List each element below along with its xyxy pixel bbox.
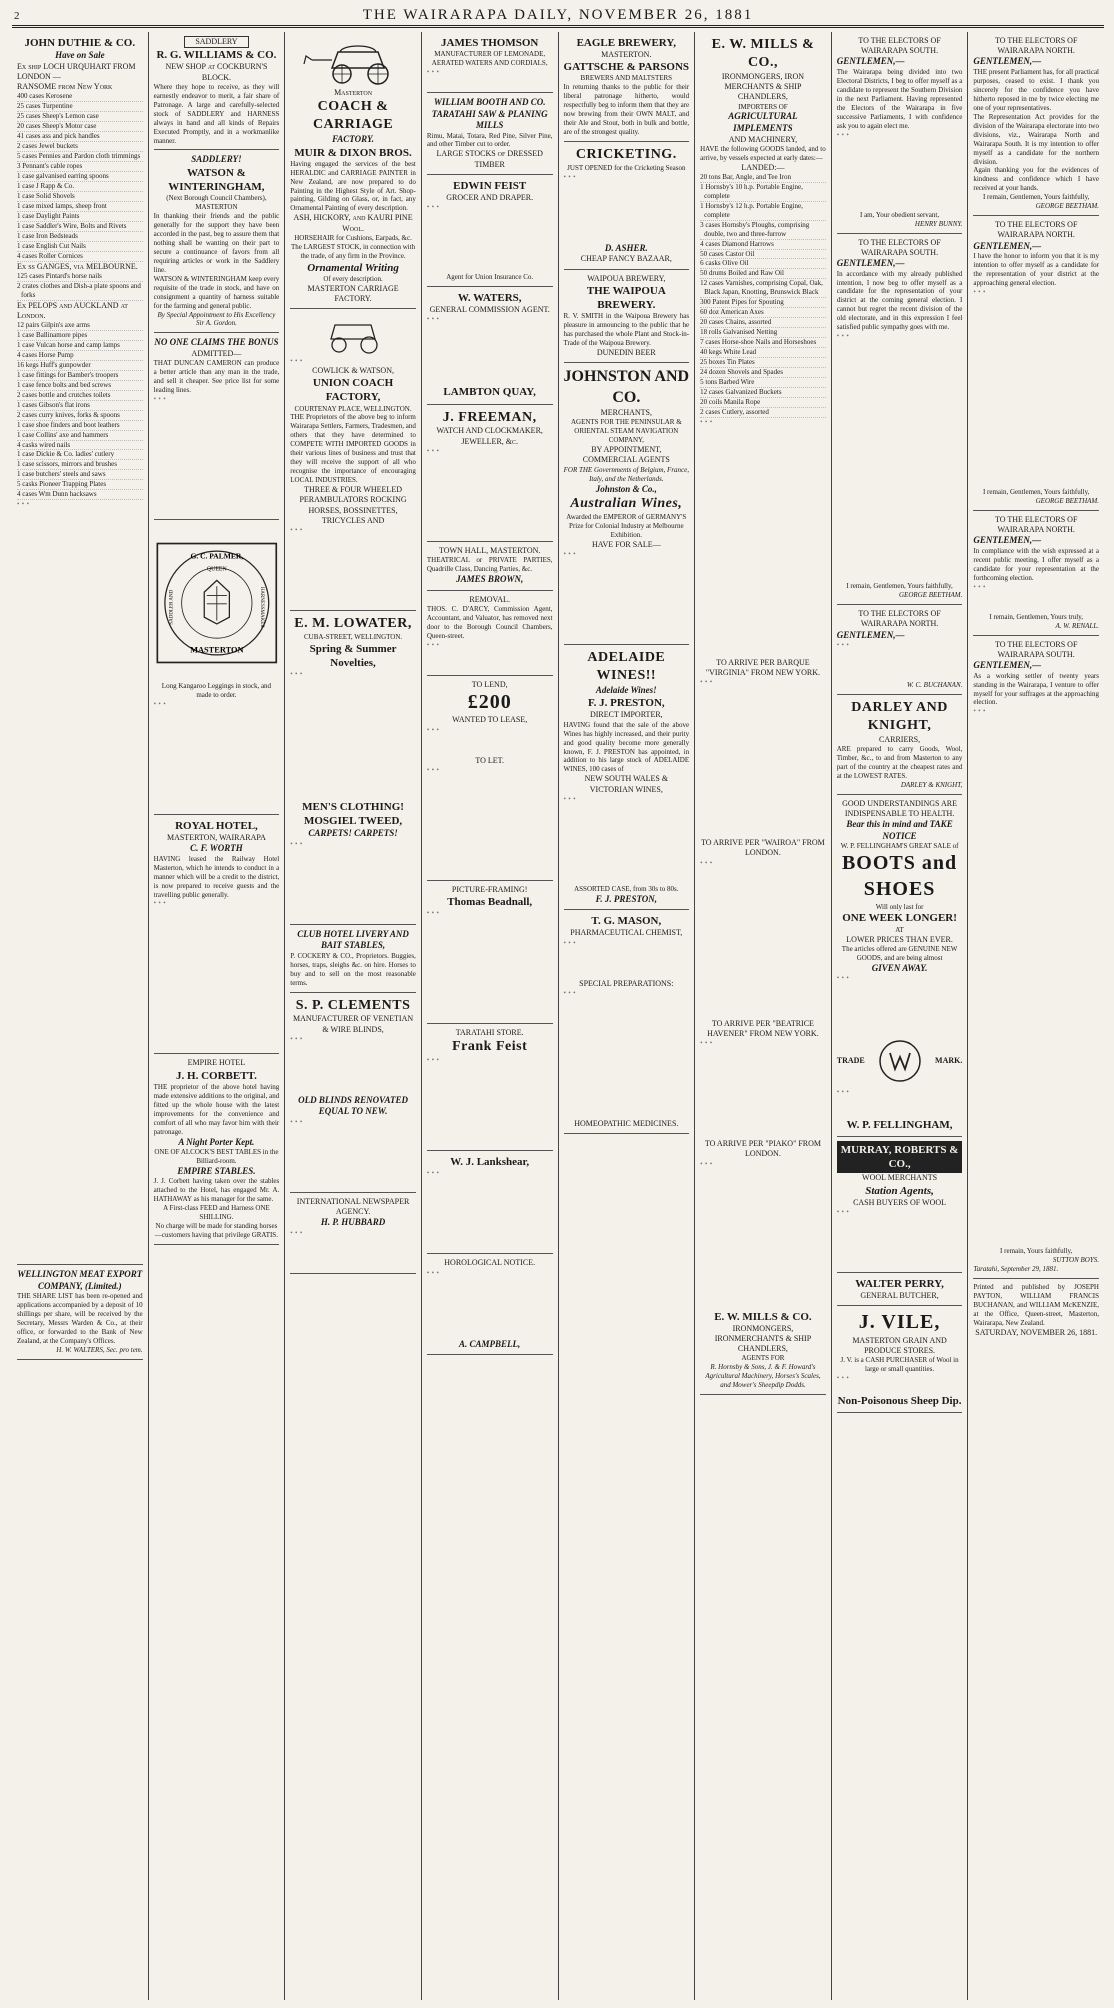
- asher: D. ASHER.: [604, 242, 648, 253]
- removal-title: REMOVAL.: [469, 594, 510, 604]
- clements-sub: MANUFACTURER OF VENETIAN & WIRE BLINDS,: [292, 1014, 414, 1034]
- vile-body: J. V. is a CASH PURCHASER of Wool in large or small quantities.: [840, 1356, 959, 1374]
- appointment: BY APPOINTMENT,: [591, 445, 662, 455]
- renall-heading: TO THE ELECTORS OF WAIRARAPA NORTH.: [994, 514, 1078, 535]
- darley-sign: DARLEY & KNIGHT,: [900, 780, 963, 789]
- perry-ad: [837, 1273, 963, 1306]
- intl-agency: INTERNATIONAL NEWSPAPER AGENCY.: [296, 1196, 410, 1217]
- cricketing: CRICKETING.: [575, 147, 677, 163]
- duthie-ex4: Ex PELOPS and AUCKLAND at London.: [17, 300, 128, 320]
- muir-dixon-coach-body: • • •: [290, 357, 303, 366]
- buchanan-heading: TO THE ELECTORS OF WAIRARAPA NORTH.: [858, 609, 941, 629]
- mason-title: T. G. MASON,: [591, 915, 662, 928]
- ornamental2: Of every description.: [323, 274, 383, 283]
- beetham-north-body4: I have the honor to inform you that it is my intention to offer myself as a candidate for the representation of your district at the approaching general election.: [973, 252, 1099, 288]
- campbell: A. CAMPBELL,: [459, 1338, 521, 1349]
- taratahi-store-ad: TARATAHI STORE. Frank Feist • • •: [427, 1024, 553, 1151]
- waters-title: W. WATERS,: [457, 292, 522, 305]
- williams-ad: [154, 32, 280, 150]
- coach-factory-ad: [290, 32, 416, 309]
- wool-merchants: WOOL MERCHANTS: [862, 1173, 938, 1183]
- waipoua-body: R. V. SMITH in the Waipoua Brewery has pleasure in announcing to the public that he has purchased the whole Plant and Stock-in-Trade of the Waipoua Brewery.: [563, 312, 690, 347]
- union-sub: COURTENAY PLACE, WELLINGTON.: [294, 404, 412, 413]
- james-brown: JAMES BROWN,: [456, 574, 524, 585]
- night-porter: A Night Porter Kept.: [178, 1136, 255, 1147]
- corbett-body: THE proprietor of the above hotel having made extensive additions to the original, and fitted up the whole house with the latest improvements for the convenience and comfort of all who may favor him with their patronage.: [153, 1082, 280, 1136]
- to-let: TO LET.: [475, 755, 504, 765]
- beetham-north-address: [973, 32, 1099, 216]
- johnston-agents: AGENTS FOR THE PENINSULAR & ORIENTAL STEAM NAVIGATION COMPANY,: [570, 418, 682, 445]
- lowater-ad: E. M. LOWATER, CUBA-STREET, WELLINGTON. Spring & Summer Novelties, • • • MEN'S CLOTHING! MOSGIEL TWEED, CARPETS! CARPETS! • • •: [290, 611, 416, 925]
- boys-heading: TO THE ELECTORS OF WAIRARAPA SOUTH.: [994, 639, 1078, 659]
- imprint: [973, 1279, 1099, 1342]
- mark-label: MARK.: [935, 1056, 963, 1066]
- corbett-title: J. H. CORBETT.: [176, 1069, 257, 1082]
- column-1: [12, 32, 149, 2000]
- seal-name: G. C. PALMER,: [190, 551, 243, 561]
- buchanan-sign: W. C. BUCHANAN.: [906, 681, 963, 690]
- mills-title: E. W. MILLS & CO.,: [711, 37, 815, 70]
- removal-body: THOS. C. D'ARCY, Commission Agent, Accountant, and Valuator, has removed next door to the Borough Council Chambers, Queen-street.: [426, 604, 553, 640]
- admitted: ADMITTED—: [191, 348, 242, 358]
- boys-body: As a working settler of twenty years standing in the Wairarapa, I venture to offer myself for your suffrages at the approaching election.: [973, 671, 1099, 707]
- empire-hotel-ad: [154, 1054, 280, 1245]
- mills-landed2: LANDED:—: [741, 162, 785, 172]
- mens-clothing: MEN'S CLOTHING!: [302, 801, 404, 814]
- mills-landed: HAVE the following GOODS landed, and to arrive, by vessels expected at early dates:—: [700, 144, 826, 162]
- waipoua-title2: THE WAIPOUA BREWERY.: [586, 284, 666, 311]
- wines-body: Awarded the EMPEROR of GERMANY'S Prize for Colonial Industry at Melbourne Exhibition.: [566, 512, 687, 539]
- mills-sub2: MERCHANTS & SHIP CHANDLERS,: [724, 82, 802, 102]
- edwin-feist-ad: EDWIN FEIST GROCER AND DRAPER. • • • Agent for Union Insurance Co.: [427, 175, 553, 287]
- watson-appt: By Special Appointment to His Excellency Sir A. Gordon.: [157, 310, 276, 328]
- masterton-carriage: MASTERTON CARRIAGE FACTORY.: [307, 283, 399, 303]
- preston-sign: F. J. PRESTON,: [595, 893, 658, 904]
- freeman-title: J. FREEMAN,: [442, 409, 537, 425]
- governments: FOR THE Governments of Belgium, France, Italy, and the Netherlands.: [563, 465, 690, 483]
- fellingham-sign: W. P. FELLINGHAM,: [846, 1119, 953, 1132]
- union-agent: Agent for Union Insurance Co.: [446, 273, 534, 282]
- gattsche: GATTSCHE & PARSONS: [563, 61, 690, 74]
- perambulators: THREE & FOUR WHEELED PERAMBULATORS ROCKING HORSES, BOSSINETTES, TRICYCLES AND: [299, 485, 407, 525]
- articles: The articles offered are GENUINE NEW GOODS, and are being almost: [841, 944, 958, 962]
- mills-imp3: AND MACHINERY,: [728, 134, 798, 144]
- adelaide-wines-ad: ADELAIDE WINES!! Adelaide Wines! F. J. PRESTON, DIRECT IMPORTER, HAVING found that the sale of the above Wines has highly increased, and their purity and good quality become more generally known, F. J. PRESTON has appointed, in addition to his large stock of ADELAIDE WINES, 100 cases of NEW SOUTH WALES & VICTORIAN WINES, • • • ASSORTED CASE, from 30s to 80s. F. J. PRESTON,: [564, 645, 690, 910]
- vile-ad: J. VILE, MASTERTON GRAIN AND PRODUCE STORES. J. V. is a CASH PURCHASER of Wool in large or small quantities. • • • Non-Poisonous Sheep Dip.: [837, 1306, 963, 1413]
- empire-stables: EMPIRE STABLES.: [177, 1165, 256, 1176]
- duthie-ex: Ex ship LOCH URQUHART FROM LONDON —: [17, 61, 136, 81]
- edwin-title: EDWIN FEIST: [453, 179, 527, 192]
- one-week: ONE WEEK LONGER!: [842, 912, 957, 925]
- beetham-north-close-2: I remain, Gentlemen, Yours faithfully,: [982, 488, 1090, 497]
- thomson-sub: MANUFACTURER OF LEMONADE, AERATED WATERS AND CORDIALS,: [431, 50, 548, 68]
- club-body: P. COCKERY & CO., Proprietors. Buggies, horses, traps, sleighs &c. on hire. Horses to buy and to sell on the most reasonable terms.: [290, 951, 416, 987]
- beetham-north-body2: The Representation Act provides for the division of the Wairarapa electorate into two divisions, viz., Wairarapa North and Wairarapa South. It is my intention to offer myself as a candidate for the northern division.: [973, 112, 1099, 166]
- waipoua-title: WAIPOUA BREWERY,: [587, 273, 666, 283]
- boys-gent: GENTLEMEN,—: [973, 660, 1042, 671]
- column-6: [695, 32, 832, 2000]
- thomson-title: JAMES THOMSON: [441, 37, 539, 49]
- booth-sawmill-ad: [427, 93, 553, 175]
- seal-left: SADDLER AND: [169, 589, 175, 625]
- theatrical: THEATRICAL or PRIVATE PARTIES, Quadrille Class, Dancing Parties, &c.: [426, 556, 553, 574]
- booth-title: WILLIAM BOOTH AND CO. TARATAHI SAW & PLANING MILLS: [431, 96, 548, 131]
- club-hotel-ad: [290, 925, 416, 993]
- renall-sign: A. W. RENALL.: [1055, 621, 1099, 630]
- admitted-body: THAT DUNCAN CAMERON can produce a better article than any man in the trade, and sell it cheaper. See price list for some leading lines.: [153, 359, 280, 395]
- mills-agents: AGENTS FOR: [741, 1354, 785, 1363]
- beetham-south-sign: GEORGE BEETHAM.: [898, 591, 963, 600]
- gattsche-body: In returning thanks to the public for their liberal patronage hitherto, would respectfully beg to inform them that they are now brewing from their OWN MALT, and their Ale and Stout, both in bulk and bottle, are of the strongest quality.: [563, 83, 690, 137]
- freeman-sub: WATCH AND CLOCKMAKER, JEWELLER, &c.: [436, 426, 543, 446]
- fellingham-sale: W. P. FELLINGHAM'S GREAT SALE of: [840, 842, 959, 851]
- buchanan-gent: GENTLEMEN,—: [836, 629, 905, 640]
- palmer-ad: G. C. PALMER, QUEEN SADDLER AND HARNESSMAKER MASTERTON Long Kangaroo Leggings in stock, and made to order. • • •: [154, 520, 280, 815]
- boys-date: Taratahi, September 29, 1881.: [973, 1265, 1059, 1274]
- beetham-north-close: I remain, Gentlemen, Yours faithfully,: [982, 193, 1090, 202]
- hubbard: H. P. HUBBARD: [320, 1217, 386, 1228]
- seal-right: HARNESSMAKER: [258, 586, 264, 628]
- columns: [12, 32, 1104, 2000]
- royal-hotel-sub: MASTERTON, WAIRARAPA: [166, 832, 266, 842]
- duthie-small-print: • • •: [17, 500, 30, 509]
- masthead-title: THE WAIRARAPA DAILY, NOVEMBER 26, 1881: [362, 7, 754, 23]
- spring-summer: Spring & Summer Novelties,: [309, 642, 397, 669]
- trade-label: TRADE: [836, 1056, 865, 1066]
- lankshear-title: W. J. Lankshear,: [450, 1156, 530, 1169]
- watson-ad: [154, 150, 280, 333]
- lankshear-ad: W. J. Lankshear, • • •: [427, 1151, 553, 1254]
- watson-body: In thanking their friends and the public generally for the support they have been accorded in the past, beg to assure them that nothing shall be wanting on their part to secure a continuance of favors from all requiring articles or work in the Saddlery line.: [153, 212, 280, 274]
- mills-sign: E. W. MILLS & CO.: [714, 1310, 812, 1323]
- cameron-ad: NO ONE CLAIMS THE BONUS ADMITTED— THAT DUNCAN CAMERON can produce a better article than any man in the trade, and sell it cheaper. See price list for some leading lines. • • •: [154, 333, 280, 520]
- at: AT: [895, 925, 904, 934]
- dunedin-beer: DUNEDIN BEER: [596, 347, 656, 357]
- cricketing-body: JUST OPENED for the Cricketing Season: [567, 163, 686, 172]
- beetham-south-address: TO THE ELECTORS OF WAIRARAPA SOUTH. GENTLEMEN,— In accordance with my already published intention, I now beg to offer myself as a candidate for the representation of your district at the coming general election. I cannot but regret the recent division of the old electorate, and in this expression I feel satisfied public sympathy goes with me. • • • I remain, Gentlemen, Yours faithfully, GEORGE BEETHAM.: [837, 234, 963, 606]
- billiard: ONE OF ALCOCK'S BEST TABLES in the Billiard-room.: [154, 1148, 279, 1165]
- lowater-title: E. M. LOWATER,: [294, 616, 412, 632]
- column-5: [559, 32, 696, 2000]
- coach-title2: FACTORY.: [332, 134, 375, 145]
- eagle-brewery-ad: [564, 32, 690, 142]
- newspaper-agency-ad: INTERNATIONAL NEWSPAPER AGENCY. H. P. HUBBARD • • •: [290, 1193, 416, 1274]
- town-hall-title: TOWN HALL, MASTERTON.: [438, 545, 541, 555]
- seal-town: MASTERTON: [189, 645, 244, 655]
- gattsche-sub: BREWERS AND MALTSTERS: [580, 74, 673, 83]
- commercial-agents: COMMERCIAL AGENTS: [582, 455, 670, 465]
- mills-ad: E. W. MILLS & CO., IRONMONGERS, IRON MERCHANTS & SHIP CHANDLERS, IMPORTERS OF AGRICULTURAL IMPLEMENTS AND MACHINERY, HAVE the following GOODS landed, and to arrive, by vessels expected at early dates:— LANDED:— 20 tons Bar, Angle, and Tee Iron 1 Hornsby's 10 h.p. Portable Engine, complete 1 Hornsby's 12 h.p. Portable Engine, complete 3 cases Hornsby's Ploughs, comprising double, two and three-furrow 4 cases Diamond Harrows 50 cases Castor Oil 6 casks Olive Oil 50 drums Boiled and Raw Oil 12 cases Varnishes, comprising Copal, Oak, Black Japan, Knotting, Brunswick Black 300 Patent Pipes for Spouting 60 doz American Axes 20 cases Chains, assorted 18 rolls Galvanised Netting 7 cases Horse-shoe Nails and Horseshoes 40 kegs White Lead 25 boxes Tin Plates 24 dozen Shovels and Spades 5 tons Barbed Wire 12 cases Galvanized Buckets 20 coils Manila Rope 2 cases Cutlery, assorted • • • TO ARRIVE PER BARQUE "VIRGINIA" FROM NEW YORK. • • • TO ARRIVE PER "WAIROA" FROM LONDON. • • • TO ARRIVE PER "BEATRICE HAVENER" FROM NEW YORK. • • • TO ARRIVE PER "PIAKO" FROM LONDON. • • • E. W. MILLS & CO. IRONMONGERS, IRONMERCHANTS & SHIP CHANDLERS, AGENTS FOR R. Hornsby & Sons, J. & F. Howard's Agricultural Machinery, Horses's Scales, and Mower's Sheepdip Dodds.: [700, 32, 826, 1395]
- darley-title: DARLEY AND KNIGHT,: [851, 700, 948, 733]
- picture-framing: PICTURE-FRAMING!: [451, 884, 528, 894]
- meat-export-ad: [17, 1265, 143, 1360]
- royal-hotel-title: ROYAL HOTEL,: [175, 819, 258, 832]
- watson-sub: (Next Borough Council Chambers), MASTERTON: [166, 194, 267, 212]
- assorted-case: ASSORTED CASE, from 30s to 80s.: [574, 884, 679, 893]
- preston-sub: DIRECT IMPORTER,: [589, 710, 663, 720]
- frank-feist: Frank Feist: [452, 1039, 528, 1055]
- claims-title: NO ONE CLAIMS THE BONUS: [154, 337, 279, 348]
- carriage-engraving-icon: [313, 315, 393, 355]
- renall-body: In compliance with the wish expressed at a recent public meeting, I offer myself as a candidate for your representation at the forthcoming election.: [973, 546, 1099, 582]
- mason-sub: PHARMACEUTICAL CHEMIST,: [570, 928, 683, 938]
- preston-body: HAVING found that the sale of the above Wines has highly increased, and their purity and good quality become more generally known, F. J. PRESTON has appointed, in addition to his large stock of ADELAIDE WINES, 100 cases of: [563, 720, 690, 774]
- johnston-ad: JOHNSTON AND CO. MERCHANTS, AGENTS FOR THE PENINSULAR & ORIENTAL STEAM NAVIGATION COMPANY, BY APPOINTMENT, COMMERCIAL AGENTS FOR THE Governments of Belgium, France, Italy, and the Netherlands. Johnston & Co., Australian Wines, Awarded the EMPEROR of GERMANY'S Prize for Colonial Industry at Melbourne Exhibition. HAVE FOR SALE— • • •: [564, 363, 690, 645]
- adelaide-sub: Adelaide Wines!: [595, 684, 657, 695]
- empire-stables-body: J. J. Corbett having taken over the stables attached to the Hotel, has engaged Mr. A. HATHAWAY as his manager for the same.: [153, 1177, 280, 1204]
- meat-export-title: WELLINGTON MEAT EXPORT COMPANY, (Limited.): [17, 1269, 143, 1291]
- eagle-town: MASTERTON.: [601, 50, 652, 60]
- williams-body: Where they hope to receive, as they will earnestly endeavor to merit, a fair share of Patronage. A large and carefully-selected stock of SADDLERY and HARNESS always in hand and all kinds of Repairs Executed Promptly, and in a workmanlike manner.: [153, 82, 280, 145]
- beetham-south-close: I remain, Gentlemen, Yours faithfully,: [846, 582, 953, 591]
- murray-roberts-ad: MURRAY, ROBERTS & CO., WOOL MERCHANTS Station Agents, CASH BUYERS OF WOOL • • •: [837, 1137, 963, 1273]
- adelaide-title: ADELAIDE WINES!!: [587, 650, 666, 683]
- cash-buyers: CASH BUYERS OF WOOL: [853, 1197, 947, 1207]
- column-4: [422, 32, 559, 2000]
- arrive-virginia: TO ARRIVE PER BARQUE "VIRGINIA" FROM NEW YORK.: [705, 657, 820, 677]
- royal-hotel-owner: C. F. WORTH: [190, 843, 243, 854]
- cheap-bazaar: CHEAP FANCY BAZAAR,: [580, 254, 672, 264]
- have-for-sale: HAVE FOR SALE—: [591, 539, 661, 549]
- duthie-sub: Have on Sale: [55, 50, 105, 61]
- horological: HOROLOGICAL NOTICE.: [444, 1258, 536, 1268]
- booth-body: Rimu, Matai, Totara, Red Pine, Silver Pine, and other Timber cut to order.: [426, 131, 553, 149]
- gratis: No charge will be made for standing horses—customers having that privilege GRATIS.: [154, 1222, 278, 1240]
- club-title: CLUB HOTEL LIVERY AND BAIT STABLES,: [297, 928, 409, 951]
- empire-title: EMPIRE HOTEL: [187, 1058, 246, 1068]
- beetham-north-body3: Again thanking you for the evidences of kindness and confidence which I have received at your hands.: [973, 166, 1099, 193]
- cowlick: COWLICK & WATSON,: [312, 366, 394, 376]
- coach-title: COACH & CARRIAGE: [312, 99, 394, 133]
- beadnall-ad: PICTURE-FRAMING! Thomas Beadnall, • • •: [427, 881, 553, 1024]
- removal-ad: REMOVAL. THOS. C. D'ARCY, Commission Agent, Accountant, and Valuator, has removed next door to the Borough Council Chambers, Queen-street. • • •: [427, 591, 553, 676]
- beetham-north-sign-2: GEORGE BEETHAM.: [1035, 496, 1099, 505]
- johnston-sub: MERCHANTS,: [600, 408, 652, 418]
- waters-sub: GENERAL COMMISSION AGENT.: [429, 305, 550, 315]
- good-understandings: GOOD UNDERSTANDINGS ARE INDISPENSABLE TO HEALTH.: [842, 798, 958, 819]
- nsw-wines: NEW SOUTH WALES & VICTORIAN WINES,: [584, 774, 669, 794]
- horological-ad: HOROLOGICAL NOTICE. • • • A. CAMPBELL,: [427, 1254, 553, 1355]
- darley-body: ARE prepared to carry Goods, Wool, Timber, &c., to and from Masterton to any part of the country at the cheapest rates and at the LOWEST RATES.: [836, 745, 963, 780]
- dressed-timber: LARGE STOCKS of DRESSED TIMBER: [436, 149, 543, 169]
- special-preparations: SPECIAL PREPARATIONS:: [579, 978, 674, 988]
- imprint-date: SATURDAY, NOVEMBER 26, 1881.: [975, 1328, 1098, 1338]
- wanted-lease: WANTED TO LEASE,: [452, 715, 528, 725]
- watson-body2: WATSON & WINTERINGHAM keep every requisite of the trade in stock, and have on consignment a quantity of harness suitable for the farming and general public.: [153, 274, 280, 310]
- coach-timber: ASH, HICKORY, and KAURI PINE Wool.: [293, 213, 413, 233]
- union-title: UNION COACH FACTORY,: [312, 377, 394, 404]
- duthie-ex2: RANSOME from New York: [17, 82, 113, 92]
- boys-sign: SUTTON BOYS.: [1052, 1256, 1099, 1265]
- muir-dixon: MUIR & DIXON BROS.: [294, 146, 412, 159]
- boys-close: I remain, Yours faithfully,: [1000, 1247, 1073, 1256]
- mosgiel: MOSGIEL TWEED,: [303, 815, 403, 828]
- clements-ad: S. P. CLEMENTS MANUFACTURER OF VENETIAN & WIRE BLINDS, • • • OLD BLINDS RENOVATED EQUAL TO NEW. • • •: [290, 993, 416, 1193]
- mills-list: 20 tons Bar, Angle, and Tee Iron 1 Hornsby's 10 h.p. Portable Engine, complete 1 Hornsby's 12 h.p. Portable Engine, complete 3 cases Hornsby's Ploughs, comprising double, two and three-furrow 4 cases Diamond Harrows 50 cases Castor Oil 6 casks Olive Oil 50 drums Boiled and Raw Oil 12 cases Varnishes, comprising Copal, Oak, Black Japan, Knotting, Brunswick Black 300 Patent Pipes for Spouting 60 doz American Axes 20 cases Chains, assorted 18 rolls Galvanised Netting 7 cases Horse-shoe Nails and Horseshoes 40 kegs White Lead 25 boxes Tin Plates 24 dozen Shovels and Spades 5 tons Barbed Wire 12 cases Galvanized Buckets 20 coils Manila Rope 2 cases Cutlery, assorted: [700, 173, 826, 418]
- murray-title: MURRAY, ROBERTS & CO.,: [837, 1141, 963, 1173]
- two-hundred-pounds: £200: [467, 690, 512, 713]
- station-agents: Station Agents,: [865, 1184, 934, 1197]
- taratahi-store: TARATAHI STORE.: [455, 1028, 524, 1038]
- carriers: CARRIERS,: [879, 734, 921, 744]
- coach-stock: The LARGEST STOCK, in connection with the trade, of any firm in the Province.: [290, 242, 416, 260]
- column-2: [149, 32, 286, 2000]
- palmer-body: Long Kangaroo Leggings in stock, and made to order.: [161, 681, 272, 699]
- old-blinds: OLD BLINDS RENOVATED EQUAL TO NEW.: [298, 1094, 408, 1117]
- beadnall-title: Thomas Beadnall,: [447, 896, 533, 909]
- waipoua-ad: [564, 270, 690, 363]
- royal-hotel-ad: ROYAL HOTEL, MASTERTON, WAIRARAPA C. F. WORTH HAVING leased the Railway Hotel Masterton, which he intends to conduct in a manner which will be a credit to the district, is now prepared to receive guests and the travelling public generally. • • •: [154, 815, 280, 1055]
- mills-sub: IRONMONGERS, IRON: [721, 71, 805, 81]
- beetham-south-heading: TO THE ELECTORS OF WAIRARAPA SOUTH.: [858, 237, 941, 257]
- boys-address: TO THE ELECTORS OF WAIRARAPA SOUTH. GENTLEMEN,— As a working settler of twenty years standing in the Wairarapa, I venture to offer myself for your suffrages at the approaching election. • • • I remain, Yours faithfully, SUTTON BOYS. Taratahi, September 29, 1881.: [973, 636, 1099, 1280]
- walter-perry: WALTER PERRY,: [855, 1277, 944, 1290]
- lower-prices: LOWER PRICES THAN EVER.: [846, 934, 953, 944]
- johnston-2: Johnston & Co.,: [595, 483, 657, 494]
- ornamental: Ornamental Writing: [307, 261, 399, 274]
- beetham-south-body: In accordance with my already published intention, I now beg to offer myself as a candidate for the representation of your district at the coming general election. I cannot but regret the recent division of the old electorate, and in this expression I feel satisfied public sympathy goes with me.: [836, 269, 963, 332]
- beetham-north-heading-2: TO THE ELECTORS OF WAIRARAPA NORTH.: [994, 220, 1078, 240]
- bunny-heading: TO THE ELECTORS OF WAIRARAPA SOUTH.: [858, 36, 941, 56]
- renall-close: I remain, Gentlemen, Yours truly,: [989, 612, 1084, 621]
- mills-sign-sub: IRONMONGERS, IRONMERCHANTS & SHIP CHANDLERS,: [714, 1323, 812, 1354]
- homeopathic: HOMEOPATHIC MEDICINES.: [574, 1118, 679, 1128]
- bunny-address: TO THE ELECTORS OF WAIRARAPA SOUTH. GENTLEMEN,— The Wairarapa being divided into two Electoral Districts, I beg to offer myself as a candidate to represent the Southern Division in the next Parliament. Having represented the Electors of the Wairarapa in five successive Parliaments, I with confidence ask you to again elect me. • • • I am, Your obedient servant, HENRY BUNNY.: [837, 32, 963, 234]
- duthie-ex3: Ex ss GANGES, via MELBOURNE.: [17, 261, 138, 271]
- to-lend: TO LEND,: [471, 679, 508, 689]
- eagle-title: EAGLE BREWERY,: [576, 37, 677, 49]
- beetham-north-body1: THE present Parliament has, for all practical purposes, ceased to exist. I thank you sincerely for the confidence you have hitherto reposed in me by twice electing me one of your representatives.: [973, 67, 1099, 112]
- union-coach-ad: • • • COWLICK & WATSON, UNION COACH FACTORY, COURTENAY PLACE, WELLINGTON. THE Proprietors of the above beg to inform Wairarapa Settlers, Farmers, Tradesmen, and others that they have determined to COMPETE WITH IMPORTED GOODS in their various lines of business and trust that they will receive the support of all who recognise the importance of encouraging LOCAL INDUSTRIES. THREE & FOUR WHEELED PERAMBULATORS ROCKING HORSES, BOSSINETTES, TRICYCLES AND • • •: [290, 309, 416, 611]
- duthie-ad: JOHN DUTHIE & CO. Have on Sale Ex ship LOCH URQUHART FROM LONDON — RANSOME from New York 400 cases Kerosene 25 cases Turpentine 25 cases Sheep's Lemon case 20 cases Sheep's Motor case 41 cases ass and pick handles 2 cases Jewel buckets 5 cases Pennies and Pardon cloth trimmings 3 Pennant's cable ropes 1 case galvanised earring spoons 1 case J Rapp & Co. 1 case Solid Shovels 1 case mixed lamps, sheep front 1 case Daylight Paints 1 case Saddler's Wire, Bolts and Rivets 1 case Iron Bedsteads 1 case English Cut Nails 4 cases Roller Cornices Ex ss GANGES, via MELBOURNE. 125 cases Pintard's horse nails 2 crates clothes and Dish-a plate spoons and forks Ex PELOPS and AUCKLAND at London. 12 pairs Gilpin's axe arms 1 case Ballinamore pipes 1 case Vulcan horse and camp lamps 4 cases Horse Pump 16 kegs Huff's gunpowder 1 case fittings for Bamber's troopers 1 case fence bolts and bed screws 2 cases bottle and crutches toilets 1 cases Gibson's flat irons 2 cases curry knives, forks & spoons 1 case shoe finders and boot leathers 1 case Collins' axe and hammers 4 casks wired nails 1 case Dickie & Co. ladies' cutlery 1 case scissors, mirrors and brushes 1 case butchers' steels and saws 5 casks Pioneer Trapping Plates 4 cases Wm Dunn hacksaws • • •: [17, 32, 143, 1265]
- column-7: [832, 32, 969, 2000]
- beetham-north-gent-2: GENTLEMEN,—: [973, 240, 1042, 251]
- boots-shoes: BOOTS and SHOES: [841, 852, 958, 900]
- edwin-body: GROCER AND DRAPER.: [446, 192, 534, 202]
- arrive-piako: TO ARRIVE PER "PIAKO" FROM LONDON.: [704, 1139, 822, 1159]
- mills-imp2: AGRICULTURAL IMPLEMENTS: [728, 111, 798, 133]
- arrive-beatrice: TO ARRIVE PER "BEATRICE HAVENER" FROM NEW YORK.: [707, 1018, 819, 1038]
- renall-address: TO THE ELECTORS OF WAIRARAPA NORTH. GENTLEMEN,— In compliance with the wish expressed at a recent public meeting, I offer myself as a candidate for your representation at the forthcoming election. • • • I remain, Gentlemen, Yours truly, A. W. RENALL.: [973, 511, 1099, 636]
- mills-hornsby: R. Hornsby & Sons, J. & F. Howard's Agricultural Machinery, Horses's Scales, and Mower's Sheepdip Dodds.: [705, 1363, 821, 1390]
- imprint-body: Printed and published by JOSEPH PAYTON, WILLIAM FRANCIS BUCHANAN, and WILLIAM McKENZIE, at the Office, Queen-street, Masterton, Wairarapa, New Zealand.: [973, 1283, 1099, 1328]
- thomson-ad: JAMES THOMSON MANUFACTURER OF LEMONADE, AERATED WATERS AND CORDIALS, • • •: [427, 32, 553, 93]
- will-last: Will only last for: [875, 902, 924, 911]
- meat-export-sign: H. W. WALTERS, Sec. pro tem.: [56, 1345, 143, 1354]
- freeman-ad: J. FREEMAN, WATCH AND CLOCKMAKER, JEWELLER, &c. • • •: [427, 405, 553, 542]
- coach-horsehair: HORSEHAIR for Cushions, Earpads, &c.: [294, 233, 412, 242]
- lambton-quay: LAMBTON QUAY,: [443, 386, 536, 399]
- buchanan-address: TO THE ELECTORS OF WAIRARAPA NORTH. GENTLEMEN,— • • • W. C. BUCHANAN.: [837, 605, 963, 695]
- trade-mark-emblem-icon: [877, 1038, 923, 1084]
- clements-title: S. P. CLEMENTS: [295, 997, 411, 1013]
- royal-arms-seal-icon: [154, 528, 280, 678]
- meat-export-body: THE SHARE LIST has been re-opened and applications accompanied by a deposit of 10 shillings per share, will be received by the Secretary, Messrs Warden & Co., at their office, or forwarded to the Bank of New Zealand, at the Company's Offices.: [17, 1292, 143, 1346]
- williams-subtitle: NEW SHOP at COCKBURN'S BLOCK.: [165, 62, 268, 82]
- vile-title: J. VILE,: [858, 1311, 941, 1334]
- waters-ad: W. WATERS, GENERAL COMMISSION AGENT. • • • LAMBTON QUAY,: [427, 287, 553, 404]
- bunny-gent: GENTLEMEN,—: [836, 56, 905, 67]
- union-body: THE Proprietors of the above beg to inform Wairarapa Settlers, Farmers, Tradesmen, and others that they have determined to COMPETE WITH IMPORTED GOODS in their various lines of business and trust that they will receive the support of all who recognise the importance of encouraging LOCAL INDUSTRIES.: [290, 413, 416, 485]
- mills-imp: IMPORTERS OF: [738, 102, 788, 111]
- vile-sub: MASTERTON GRAIN AND PRODUCE STORES.: [852, 1335, 947, 1356]
- watson-title: WATSON & WINTERINGHAM,: [168, 166, 265, 194]
- royal-hotel-body: HAVING leased the Railway Hotel Masterton, which he intends to conduct in a manner which will be a credit to the district, is now prepared to receive guests and the travelling public generally.: [153, 854, 280, 899]
- given-away: GIVEN AWAY.: [871, 962, 928, 973]
- bunny-body: The Wairarapa being divided into two Electoral Districts, I beg to offer myself as a candidate to represent the Southern Division in the next Parliament. Having represented the Electors of the Wairarapa in five successive Parliaments, I with confidence ask you to again elect me.: [836, 67, 963, 130]
- preston-title: F. J. PRESTON,: [587, 697, 665, 710]
- saddlery-banner: SADDLERY: [184, 36, 250, 48]
- arrive-wairoa: TO ARRIVE PER "WAIROA" FROM LONDON.: [701, 838, 825, 858]
- beetham-north-gent: GENTLEMEN,—: [973, 56, 1042, 67]
- page-number: 2: [14, 9, 20, 22]
- australian-wines: Australian Wines,: [570, 496, 683, 512]
- sheep-dip: Non-Poisonous Sheep Dip.: [837, 1395, 962, 1408]
- beetham-north-sign: GEORGE BEETHAM.: [1035, 202, 1099, 211]
- masthead: [12, 6, 1104, 28]
- darley-knight-ad: [837, 695, 963, 795]
- seal-queen: QUEEN: [206, 566, 227, 573]
- carpets: CARPETS! CARPETS!: [308, 828, 398, 839]
- bunny-sign: HENRY BUNNY.: [914, 219, 963, 228]
- first-class-feed: A First-class FEED and Harness ONE SHILLING.: [163, 1204, 270, 1222]
- mason-ad: T. G. MASON, PHARMACEUTICAL CHEMIST, • • • SPECIAL PREPARATIONS: • • • HOMEOPATHIC MEDICINES.: [564, 910, 690, 1134]
- coach-body: Having engaged the services of the best HERALDIC and CARRIAGE PAINTER in New Zealand, are now prepared to do Painting in the Highest Style of Art. Shop-painting, Gilding on Glass, or, in fact, any Ornamental Painting of every description.: [290, 159, 416, 213]
- beetham-south-gent: GENTLEMEN,—: [836, 258, 905, 269]
- lowater-sub: CUBA-STREET, WELLINGTON.: [303, 632, 403, 641]
- beetham-north-address-2: TO THE ELECTORS OF WAIRARAPA NORTH. GENTLEMEN,— I have the honor to inform you that it is my intention to offer myself as a candidate for the representation of your district at the approaching general election. • • • I remain, Gentlemen, Yours faithfully, GEORGE BEETHAM.: [973, 216, 1099, 511]
- bear-in-mind: Bear this in mind and TAKE NOTICE: [846, 819, 953, 841]
- renall-gent: GENTLEMEN,—: [973, 535, 1042, 546]
- horse-carriage-icon: [298, 38, 408, 86]
- fellingham-ad: GOOD UNDERSTANDINGS ARE INDISPENSABLE TO HEALTH. Bear this in mind and TAKE NOTICE W. P. FELLINGHAM'S GREAT SALE of BOOTS and SHOES Will only last for ONE WEEK LONGER! AT LOWER PRICES THAN EVER. The articles offered are GENUINE NEW GOODS, and are being almost GIVEN AWAY. • • • TRADE MARK. • • • W. P. FELLINGHAM,: [837, 795, 963, 1137]
- general-butcher: GENERAL BUTCHER,: [860, 1291, 939, 1301]
- duthie-title: JOHN DUTHIE & CO.: [24, 37, 136, 49]
- cricketing-ad: CRICKETING. JUST OPENED for the Cricketing Season • • • D. ASHER. CHEAP FANCY BAZAAR,: [564, 142, 690, 270]
- beetham-north-heading: TO THE ELECTORS OF WAIRARAPA NORTH.: [994, 36, 1078, 56]
- coach-town: Masterton: [334, 88, 373, 97]
- town-hall-ad: [427, 542, 553, 591]
- watson-saddlery: SADDLERY!: [191, 154, 242, 165]
- johnston-title: JOHNSTON AND CO.: [563, 368, 690, 406]
- williams-title: R. G. WILLIAMS & CO.: [156, 49, 277, 62]
- duthie-list-1: 400 cases Kerosene 25 cases Turpentine 25 cases Sheep's Lemon case 20 cases Sheep's Motor case 41 cases ass and pick handles 2 cases Jewel buckets 5 cases Pennies and Pardon cloth trimmings 3 Pennant's cable ropes 1 case galvanised earring spoons 1 case J Rapp & Co. 1 case Solid Shovels 1 case mixed lamps, sheep front 1 case Daylight Paints 1 case Saddler's Wire, Bolts and Rivets 1 case Iron Bedsteads 1 case English Cut Nails 4 cases Roller Cornices: [17, 92, 143, 261]
- lend-ad: TO LEND, £200 WANTED TO LEASE, • • • TO LET. • • •: [427, 676, 553, 881]
- bunny-close: I am, Your obedient servant,: [859, 210, 940, 219]
- column-8: [968, 32, 1104, 2000]
- column-3: [285, 32, 422, 2000]
